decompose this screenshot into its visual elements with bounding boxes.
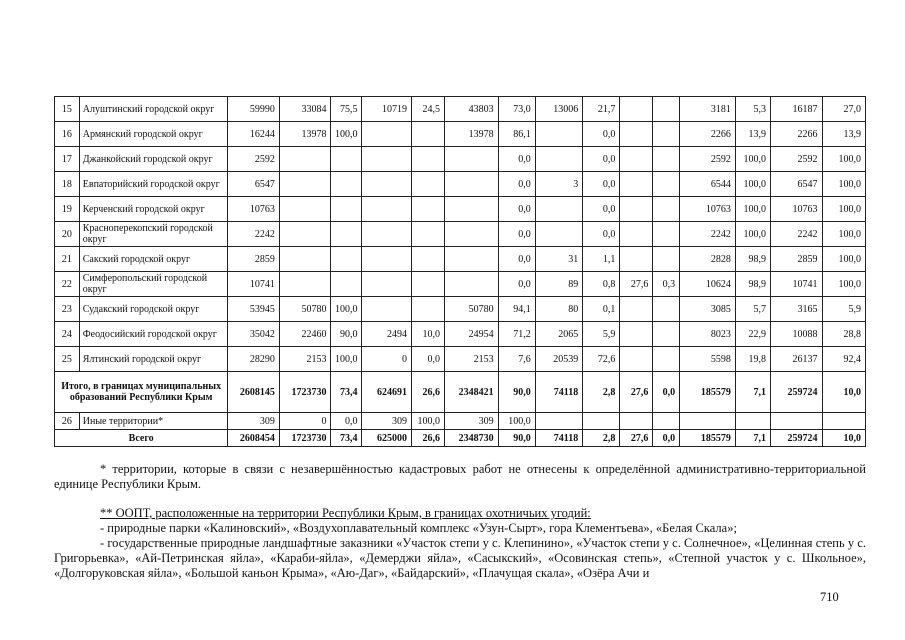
value-cell: 10,0	[411, 322, 444, 347]
value-cell: 10763	[228, 197, 280, 222]
value-cell	[331, 172, 362, 197]
value-cell: 27,6	[620, 430, 653, 447]
value-cell: 2608145	[228, 372, 280, 413]
value-cell: 2153	[279, 347, 331, 372]
value-cell: 75,5	[331, 97, 362, 122]
value-cell: 10763	[770, 197, 822, 222]
value-cell: 26,6	[411, 430, 444, 447]
value-cell: 16244	[228, 122, 280, 147]
value-cell: 73,0	[498, 97, 535, 122]
value-cell: 1,1	[583, 247, 620, 272]
value-cell	[535, 413, 582, 430]
value-cell: 2266	[770, 122, 822, 147]
value-cell: 10741	[770, 272, 822, 297]
value-cell: 309	[228, 413, 280, 430]
value-cell	[620, 222, 653, 247]
value-cell	[444, 147, 498, 172]
value-cell: 2859	[770, 247, 822, 272]
value-cell: 74118	[535, 430, 582, 447]
territory-name: Алуштинский городской округ	[79, 97, 228, 122]
value-cell: 20539	[535, 347, 582, 372]
value-cell	[770, 413, 822, 430]
value-cell: 0	[279, 413, 331, 430]
value-cell	[331, 222, 362, 247]
value-cell: 100,0	[735, 172, 770, 197]
value-cell	[444, 172, 498, 197]
value-cell: 21,7	[583, 97, 620, 122]
value-cell: 2592	[228, 147, 280, 172]
value-cell	[535, 147, 582, 172]
row-number: 18	[55, 172, 80, 197]
value-cell: 33084	[279, 97, 331, 122]
value-cell: 74118	[535, 372, 582, 413]
row-number: 20	[55, 222, 80, 247]
value-cell	[331, 197, 362, 222]
value-cell	[411, 172, 444, 197]
value-cell	[411, 247, 444, 272]
footnote-other-territories: * территории, которые в связи с незавершённостью кадастровых работ не отнесены к определённой административно-территориальной единице Республики Крым.	[54, 462, 866, 491]
value-cell: 1723730	[279, 430, 331, 447]
value-cell: 0,0	[411, 347, 444, 372]
value-cell	[362, 122, 412, 147]
value-cell: 43803	[444, 97, 498, 122]
value-cell: 28290	[228, 347, 280, 372]
value-cell: 2242	[680, 222, 736, 247]
value-cell: 5598	[680, 347, 736, 372]
value-cell: 624691	[362, 372, 412, 413]
value-cell: 100,0	[822, 147, 865, 172]
value-cell: 259724	[770, 430, 822, 447]
row-number: 17	[55, 147, 80, 172]
row-number: 19	[55, 197, 80, 222]
value-cell: 10088	[770, 322, 822, 347]
value-cell: 3	[535, 172, 582, 197]
row-number: 26	[55, 413, 80, 430]
table-row	[55, 247, 866, 272]
value-cell: 24954	[444, 322, 498, 347]
value-cell: 6544	[680, 172, 736, 197]
value-cell: 100,0	[822, 172, 865, 197]
value-cell: 100,0	[411, 413, 444, 430]
territory-name: Иные территории*	[79, 413, 228, 430]
value-cell: 6547	[770, 172, 822, 197]
value-cell: 98,9	[735, 247, 770, 272]
value-cell: 27,0	[822, 97, 865, 122]
territory-name: Армянский городской округ	[79, 122, 228, 147]
value-cell: 10,0	[822, 372, 865, 413]
value-cell	[362, 172, 412, 197]
value-cell	[444, 272, 498, 297]
territory-name: Керченский городской округ	[79, 197, 228, 222]
value-cell	[620, 97, 653, 122]
value-cell: 2828	[680, 247, 736, 272]
table-row	[55, 322, 866, 347]
row-label: Всего	[55, 430, 228, 447]
value-cell: 73,4	[331, 430, 362, 447]
value-cell: 26,6	[411, 372, 444, 413]
value-cell: 8023	[680, 322, 736, 347]
value-cell: 2,8	[583, 430, 620, 447]
value-cell: 100,0	[498, 413, 535, 430]
row-number: 16	[55, 122, 80, 147]
value-cell: 22,9	[735, 322, 770, 347]
table-row	[55, 147, 866, 172]
value-cell: 86,1	[498, 122, 535, 147]
value-cell: 0,8	[583, 272, 620, 297]
value-cell: 2608454	[228, 430, 280, 447]
value-cell: 100,0	[331, 347, 362, 372]
value-cell	[653, 247, 680, 272]
value-cell	[620, 197, 653, 222]
value-cell	[620, 172, 653, 197]
territory-name: Ялтинский городской округ	[79, 347, 228, 372]
value-cell: 2348421	[444, 372, 498, 413]
value-cell: 0,0	[498, 172, 535, 197]
value-cell	[583, 413, 620, 430]
value-cell	[620, 322, 653, 347]
value-cell: 5,7	[735, 297, 770, 322]
value-cell	[620, 122, 653, 147]
value-cell: 5,9	[583, 322, 620, 347]
value-cell: 100,0	[822, 272, 865, 297]
value-cell	[331, 272, 362, 297]
table-row	[55, 197, 866, 222]
table-row	[55, 413, 866, 430]
value-cell	[444, 247, 498, 272]
value-cell: 625000	[362, 430, 412, 447]
territory-name: Евпаторийский городской округ	[79, 172, 228, 197]
value-cell: 0,0	[583, 172, 620, 197]
value-cell: 309	[444, 413, 498, 430]
value-cell: 13,9	[735, 122, 770, 147]
table-row	[55, 122, 866, 147]
value-cell	[411, 122, 444, 147]
value-cell: 27,6	[620, 372, 653, 413]
value-cell: 50780	[279, 297, 331, 322]
value-cell: 2592	[680, 147, 736, 172]
value-cell: 10741	[228, 272, 280, 297]
value-cell: 35042	[228, 322, 280, 347]
value-cell: 0,0	[498, 222, 535, 247]
value-cell: 13006	[535, 97, 582, 122]
value-cell: 2348730	[444, 430, 498, 447]
value-cell: 7,1	[735, 372, 770, 413]
value-cell: 0,1	[583, 297, 620, 322]
value-cell: 3181	[680, 97, 736, 122]
value-cell: 2859	[228, 247, 280, 272]
row-number: 24	[55, 322, 80, 347]
value-cell: 19,8	[735, 347, 770, 372]
value-cell: 53945	[228, 297, 280, 322]
page-number: 710	[820, 590, 839, 604]
footnote-protected-areas	[54, 506, 866, 581]
value-cell: 10719	[362, 97, 412, 122]
value-cell	[620, 147, 653, 172]
value-cell: 27,6	[620, 272, 653, 297]
value-cell: 185579	[680, 372, 736, 413]
value-cell	[362, 147, 412, 172]
row-number: 21	[55, 247, 80, 272]
value-cell	[362, 272, 412, 297]
value-cell: 2266	[680, 122, 736, 147]
value-cell: 5,9	[822, 297, 865, 322]
value-cell	[653, 347, 680, 372]
value-cell: 2065	[535, 322, 582, 347]
value-cell	[331, 247, 362, 272]
value-cell: 80	[535, 297, 582, 322]
value-cell: 71,2	[498, 322, 535, 347]
value-cell: 100,0	[822, 222, 865, 247]
territory-name: Судакский городской округ	[79, 297, 228, 322]
value-cell: 2153	[444, 347, 498, 372]
value-cell	[331, 147, 362, 172]
value-cell: 2,8	[583, 372, 620, 413]
value-cell	[535, 197, 582, 222]
value-cell: 100,0	[735, 147, 770, 172]
value-cell	[279, 247, 331, 272]
value-cell: 59990	[228, 97, 280, 122]
value-cell: 10763	[680, 197, 736, 222]
value-cell: 0,0	[583, 147, 620, 172]
value-cell: 2242	[228, 222, 280, 247]
value-cell	[535, 122, 582, 147]
value-cell	[535, 222, 582, 247]
value-cell: 100,0	[331, 297, 362, 322]
value-cell: 0,0	[653, 372, 680, 413]
value-cell	[279, 272, 331, 297]
value-cell	[362, 197, 412, 222]
value-cell: 90,0	[498, 372, 535, 413]
table-row	[55, 430, 866, 447]
value-cell	[680, 413, 736, 430]
value-cell: 73,4	[331, 372, 362, 413]
value-cell	[362, 222, 412, 247]
value-cell: 0,0	[583, 122, 620, 147]
value-cell	[411, 272, 444, 297]
value-cell: 0,0	[498, 197, 535, 222]
value-cell	[653, 122, 680, 147]
value-cell: 28,8	[822, 322, 865, 347]
table-row	[55, 172, 866, 197]
value-cell	[279, 172, 331, 197]
value-cell: 1723730	[279, 372, 331, 413]
value-cell	[620, 413, 653, 430]
value-cell: 89	[535, 272, 582, 297]
value-cell	[411, 222, 444, 247]
value-cell: 72,6	[583, 347, 620, 372]
value-cell	[735, 413, 770, 430]
table-row	[55, 372, 866, 413]
value-cell	[411, 147, 444, 172]
value-cell	[620, 247, 653, 272]
value-cell: 22460	[279, 322, 331, 347]
value-cell: 0,0	[498, 147, 535, 172]
footnote-heading: ** ООПТ, расположенные на территории Республики Крым, в границах охотничьих угодий:	[100, 506, 591, 520]
value-cell	[411, 197, 444, 222]
value-cell	[411, 297, 444, 322]
value-cell	[822, 413, 865, 430]
territory-name: Сакский городской округ	[79, 247, 228, 272]
value-cell	[362, 247, 412, 272]
value-cell	[653, 97, 680, 122]
value-cell: 50780	[444, 297, 498, 322]
footnote-natural-parks: - природные парки «Калиновский», «Воздухоплавательный комплекс «Узун-Сырт», гора Клементьева», «Белая Скала»;	[100, 521, 737, 535]
value-cell: 100,0	[331, 122, 362, 147]
value-cell: 0,0	[653, 430, 680, 447]
value-cell	[279, 147, 331, 172]
territory-name: Феодосийский городской округ	[79, 322, 228, 347]
value-cell: 100,0	[735, 222, 770, 247]
row-number: 22	[55, 272, 80, 297]
value-cell	[653, 172, 680, 197]
value-cell: 100,0	[822, 247, 865, 272]
value-cell	[653, 147, 680, 172]
value-cell	[653, 197, 680, 222]
row-label: Итого, в границах муниципальных образований Республики Крым	[55, 372, 228, 413]
territory-name: Симферопольский городской округ	[79, 272, 228, 297]
value-cell: 0	[362, 347, 412, 372]
value-cell: 0,0	[331, 413, 362, 430]
value-cell: 92,4	[822, 347, 865, 372]
table-row	[55, 347, 866, 372]
value-cell: 13978	[444, 122, 498, 147]
value-cell	[362, 297, 412, 322]
footnote-landscape-reserves: - государственные природные ландшафтные заказники «Участок степи у с. Клепинино», «Участок степи у с. Солнечное», «Целинная степь у с. Григорьевка», «Ай-Петринская яйла», «Караби-яйла», «Демерджи яйла», «Сасыкский», «Осовинская степь», «Степной участок у с. Школьное», «Долгоруковская яйла», «Большой каньон Крыма», «Аю-Даг», «Байдарский», «Плачущая скала», «Озёра Ачи и	[54, 536, 866, 580]
value-cell: 98,9	[735, 272, 770, 297]
value-cell: 7,1	[735, 430, 770, 447]
value-cell	[279, 222, 331, 247]
territory-name: Джанкойский городской округ	[79, 147, 228, 172]
value-cell: 0,0	[583, 197, 620, 222]
value-cell: 24,5	[411, 97, 444, 122]
value-cell: 10624	[680, 272, 736, 297]
table-row	[55, 272, 866, 297]
value-cell: 2494	[362, 322, 412, 347]
row-number: 23	[55, 297, 80, 322]
value-cell	[444, 222, 498, 247]
value-cell	[653, 222, 680, 247]
table-row	[55, 222, 866, 247]
value-cell: 0,0	[498, 272, 535, 297]
value-cell: 31	[535, 247, 582, 272]
territory-name: Красноперекопский городской округ	[79, 222, 228, 247]
value-cell: 13,9	[822, 122, 865, 147]
value-cell	[653, 297, 680, 322]
value-cell	[620, 297, 653, 322]
row-number: 25	[55, 347, 80, 372]
value-cell: 5,3	[735, 97, 770, 122]
value-cell: 0,3	[653, 272, 680, 297]
table-row	[55, 297, 866, 322]
value-cell: 3085	[680, 297, 736, 322]
value-cell: 10,0	[822, 430, 865, 447]
value-cell: 7,6	[498, 347, 535, 372]
row-number: 15	[55, 97, 80, 122]
value-cell	[653, 322, 680, 347]
value-cell: 94,1	[498, 297, 535, 322]
value-cell: 185579	[680, 430, 736, 447]
value-cell: 90,0	[331, 322, 362, 347]
value-cell: 13978	[279, 122, 331, 147]
value-cell: 2242	[770, 222, 822, 247]
value-cell: 309	[362, 413, 412, 430]
value-cell: 6547	[228, 172, 280, 197]
value-cell	[620, 347, 653, 372]
value-cell: 3165	[770, 297, 822, 322]
value-cell: 0,0	[498, 247, 535, 272]
value-cell: 16187	[770, 97, 822, 122]
value-cell	[279, 197, 331, 222]
statistics-table	[54, 96, 866, 447]
value-cell: 100,0	[735, 197, 770, 222]
table-row	[55, 97, 866, 122]
value-cell: 100,0	[822, 197, 865, 222]
value-cell: 90,0	[498, 430, 535, 447]
value-cell	[444, 197, 498, 222]
value-cell: 2592	[770, 147, 822, 172]
value-cell: 26137	[770, 347, 822, 372]
value-cell: 0,0	[583, 222, 620, 247]
value-cell	[653, 413, 680, 430]
value-cell: 259724	[770, 372, 822, 413]
